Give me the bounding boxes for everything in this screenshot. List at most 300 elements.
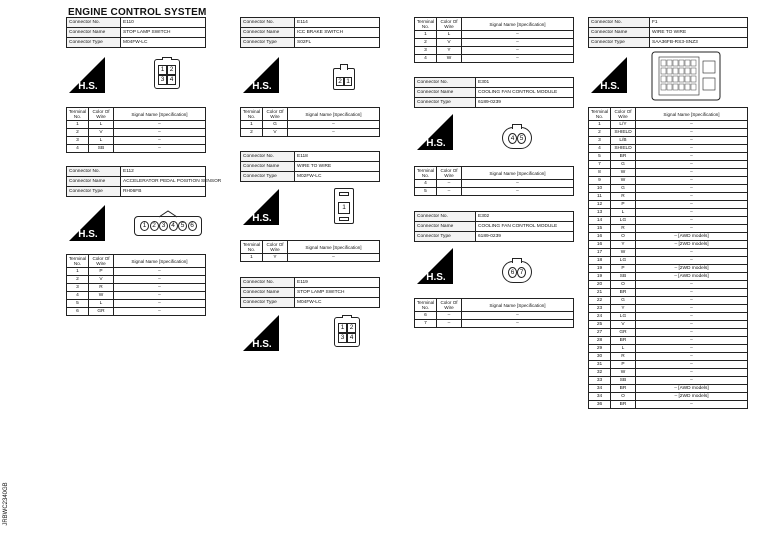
pin-table-e301 [414,166,574,196]
signal-cell: – [2WD models] [636,393,748,401]
connector-name-value: WIRE TO WIRE [295,162,380,172]
connector-type-label: Connector Type [241,172,295,182]
table-row [589,273,748,281]
connector-face-e302 [502,258,532,284]
connector-info-table [240,151,380,182]
connector-no-label: Connector No. [67,18,121,28]
connector-name-row [415,222,574,232]
table-row [589,377,748,385]
terminal-cell: 27 [589,329,611,337]
table-row [589,225,748,233]
connector-name-label: Connector Name [241,28,295,38]
signal-cell: – [462,180,574,188]
terminal-cell: 8 [589,169,611,177]
terminal-cell: 31 [589,361,611,369]
connector-no-value: E118 [295,152,380,162]
connector-no-value: E119 [295,278,380,288]
color-cell: V [89,276,114,284]
pin: 4 [167,75,176,85]
signal-cell: – [114,129,206,137]
pin: 1 [338,202,350,214]
connector-name-label: Connector Name [415,222,476,232]
signal-cell: – [636,321,748,329]
terminal-cell: 12 [589,201,611,209]
signal-header: Signal Name [Specification] [462,18,574,31]
hs-icon [589,55,629,95]
terminal-cell: 14 [589,217,611,225]
terminal-cell: 18 [589,257,611,265]
signal-cell: – [636,377,748,385]
table-row [67,292,206,300]
color-cell: V [611,321,636,329]
table-row [589,249,748,257]
signal-header: Signal Name [Specification] [288,108,380,121]
connector-no-row [589,18,748,28]
connector-name-row [241,28,380,38]
color-cell: SHIELD [611,145,636,153]
connector-type-value: M04FW-LC [295,298,380,308]
signal-cell: – [114,137,206,145]
connector-e301 [414,77,574,108]
table-row [589,185,748,193]
terminal-header: Terminal No. [415,18,437,31]
signal-header: Signal Name [Specification] [462,167,574,180]
connector-type-value: 6189-0239 [476,232,574,242]
terminal-cell: 1 [589,121,611,129]
table-row [589,153,748,161]
table-row [67,129,206,137]
signal-cell: – [114,145,206,153]
connector-no-row [67,167,206,177]
pin: 3 [158,75,167,85]
terminal-cell: 3 [67,137,89,145]
table-row [67,284,206,292]
signal-cell: – [636,153,748,161]
table-row [241,121,380,129]
terminal-cell: 29 [589,345,611,353]
connector-e114 [240,17,380,48]
connector-no-label: Connector No. [241,18,295,28]
table-row [589,209,748,217]
color-cell: V [89,129,114,137]
signal-cell: – [114,292,206,300]
connector-type-value: M04FW-LC [121,38,206,48]
color-cell: LG [611,257,636,265]
signal-cell: – [114,308,206,316]
table-row [415,39,574,47]
terminal-cell: 4 [415,55,437,63]
color-cell: – [437,312,462,320]
connector-no-row [415,78,574,88]
connector-type-value: SAA36FB-RS3-SNZ3 [650,38,748,48]
pin: 3 [159,221,168,231]
connector-no-label: Connector No. [589,18,650,28]
terminal-cell: 1 [241,121,263,129]
table-row [67,308,206,316]
terminal-cell: 30 [589,353,611,361]
terminal-cell: 21 [589,289,611,297]
table-row [67,276,206,284]
pin-table-e118 [240,240,380,262]
pin: 4 [169,221,178,231]
table-row [589,177,748,185]
signal-cell: – [114,276,206,284]
table-row [67,121,206,129]
signal-cell: – [636,361,748,369]
terminal-header: Terminal No. [67,108,89,121]
terminal-cell: 3 [589,137,611,145]
color-cell: L/B [611,137,636,145]
color-cell: LG [611,217,636,225]
table-row [589,385,748,393]
signal-cell: – [462,47,574,55]
connector-type-row [241,38,380,48]
table-row [589,265,748,273]
color-cell: W [437,55,462,63]
terminal-cell: 36 [589,401,611,409]
connector-type-row [67,38,206,48]
color-cell: LG [611,313,636,321]
terminal-cell: 16 [589,241,611,249]
connector-no-value: E112 [121,167,206,177]
color-cell: P [89,268,114,276]
hs-label: H.S. [78,229,98,240]
terminal-cell: 3 [415,47,437,55]
connector-name-label: Connector Name [241,162,295,172]
color-header: Color Of Wire [263,108,288,121]
connector-name-row [67,177,206,187]
table-row [589,401,748,409]
connector-name-value: COOLING FAN CONTROL MODULE [476,88,574,98]
connector-name-row [67,28,206,38]
color-cell: L/Y [611,121,636,129]
connector-type-value: RH06FB [121,187,206,197]
color-cell: G [611,185,636,193]
terminal-cell: 19 [589,273,611,281]
table-row [589,281,748,289]
connector-type-label: Connector Type [67,38,121,48]
table-row [415,312,574,320]
pin: 5 [178,221,187,231]
connector-no-label: Connector No. [415,78,476,88]
color-cell: L [437,31,462,39]
pin: 6 [508,267,517,278]
connector-name-value: COOLING FAN CONTROL MODULE [476,222,574,232]
signal-cell: – [636,161,748,169]
signal-cell: – [462,55,574,63]
color-cell: L [89,137,114,145]
signal-cell: – [636,177,748,185]
table-row [67,137,206,145]
signal-cell: – [AWD models] [636,385,748,393]
signal-cell: – [636,185,748,193]
connector-face-e119 [334,317,360,347]
connector-name-row [241,288,380,298]
color-cell: GR [89,308,114,316]
color-cell: SB [89,145,114,153]
color-cell: W [611,369,636,377]
terminal-cell: 4 [589,145,611,153]
connector-name-value: STOP LAMP SWITCH [121,28,206,38]
hs-symbol-icon [415,246,455,286]
hs-icon [415,112,455,152]
connector-name-value: ICC BRAKE SWITCH [295,28,380,38]
connector-f1 [588,17,748,48]
pin-table-header [67,108,206,121]
table-row [589,129,748,137]
signal-cell: – [462,320,574,328]
terminal-cell: 2 [67,129,89,137]
color-cell: R [611,225,636,233]
terminal-cell: 4 [67,292,89,300]
terminal-cell: 33 [589,377,611,385]
pin: 5 [517,133,526,144]
signal-cell: – [636,401,748,409]
color-cell: L [611,209,636,217]
terminal-cell: 6 [67,308,89,316]
pin: 2 [167,65,176,75]
table-row [589,233,748,241]
connector-e302 [414,211,574,242]
connector-no-value: E301 [476,78,574,88]
connector-type-label: Connector Type [589,38,650,48]
table-row [589,321,748,329]
signal-cell: – [636,313,748,321]
connector-no-row [241,18,380,28]
table-row [589,337,748,345]
signal-cell: – [636,209,748,217]
connector-e119 [240,277,380,308]
signal-cell: – [636,353,748,361]
hs-icon [67,55,107,95]
terminal-cell: 1 [241,254,263,262]
terminal-header: Terminal No. [241,241,263,254]
color-cell: P [611,265,636,273]
terminal-cell: 3 [67,284,89,292]
color-cell: G [611,297,636,305]
pin-table-header [415,18,574,31]
table-row [589,241,748,249]
connector-type-row [415,98,574,108]
color-cell: L [89,300,114,308]
terminal-cell: 22 [589,297,611,305]
hs-label: H.S. [252,339,272,350]
terminal-cell: 34 [589,385,611,393]
connector-type-row [589,38,748,48]
signal-cell: – [636,193,748,201]
table-row [589,345,748,353]
pin: 1 [338,323,347,333]
color-cell: V [263,129,288,137]
color-cell: L [89,121,114,129]
pin-table-top [414,17,574,63]
pin-table-header [241,108,380,121]
signal-cell: – [636,225,748,233]
table-row [415,320,574,328]
signal-cell: – [288,254,380,262]
table-row [589,121,748,129]
connector-type-label: Connector Type [415,232,476,242]
color-cell: W [611,177,636,185]
terminal-header: Terminal No. [67,255,89,268]
table-row [241,254,380,262]
connector-info-table [414,77,574,108]
signal-cell: – [462,188,574,196]
connector-name-label: Connector Name [589,28,650,38]
connector-type-value: M02FW-LC [295,172,380,182]
terminal-cell: 11 [589,193,611,201]
connector-face-e110 [154,59,180,89]
connector-info-table [66,17,206,48]
color-cell: P [611,361,636,369]
color-cell: BR [611,385,636,393]
signal-header: Signal Name [Specification] [288,241,380,254]
color-cell: G [611,161,636,169]
table-row [589,145,748,153]
connector-no-row [67,18,206,28]
color-header: Color Of Wire [437,299,462,312]
latch-icon [158,210,178,218]
pin: 4 [347,333,356,343]
terminal-cell: 4 [415,180,437,188]
connector-e118 [240,151,380,182]
color-cell: Y [263,254,288,262]
connector-face-f1 [651,51,721,101]
connector-info-table [414,211,574,242]
terminal-cell: 4 [67,145,89,153]
signal-cell: – [114,121,206,129]
terminal-header: Terminal No. [589,108,611,121]
signal-cell: – [AWD models] [636,273,748,281]
table-row [589,137,748,145]
table-row [589,169,748,177]
terminal-cell: 25 [589,321,611,329]
pin-table-header [415,167,574,180]
connector-no-row [241,152,380,162]
color-header: Color Of Wire [437,167,462,180]
color-cell: W [611,169,636,177]
pin: 6 [188,221,197,231]
signal-cell: – [114,268,206,276]
hs-symbol-icon [241,313,281,353]
terminal-cell: 2 [67,276,89,284]
multi-pin-connector-icon [651,51,721,101]
connector-no-value: F1 [650,18,748,28]
signal-cell: – [636,305,748,313]
table-row [67,268,206,276]
hs-label: H.S. [78,81,98,92]
connector-type-label: Connector Type [241,298,295,308]
table-row [589,201,748,209]
table-row [589,297,748,305]
terminal-header: Terminal No. [241,108,263,121]
pin: 7 [517,267,526,278]
terminal-cell: 2 [241,129,263,137]
hs-icon [415,246,455,286]
hs-label: H.S. [252,81,272,92]
terminal-cell: 2 [415,39,437,47]
signal-cell: – [636,289,748,297]
connector-type-label: Connector Type [67,187,121,197]
connector-type-value: 6189-0239 [476,98,574,108]
pin: 4 [508,133,517,144]
connector-info-table [240,277,380,308]
connector-no-value: E114 [295,18,380,28]
color-cell: SB [611,377,636,385]
color-header: Color Of Wire [611,108,636,121]
terminal-cell: 5 [415,188,437,196]
color-cell: Y [437,47,462,55]
color-cell: BR [611,401,636,409]
pin-table-header [241,241,380,254]
page-title: ENGINE CONTROL SYSTEM [68,7,207,18]
hs-icon [241,55,281,95]
terminal-cell: 6 [415,312,437,320]
color-header: Color Of Wire [89,255,114,268]
signal-cell: – [636,137,748,145]
table-row [415,55,574,63]
terminal-cell: 13 [589,209,611,217]
pin-table-header [67,255,206,268]
terminal-cell: 5 [589,153,611,161]
color-cell: W [89,292,114,300]
pin: 1 [158,65,167,75]
color-cell: Y [611,241,636,249]
color-header: Color Of Wire [89,108,114,121]
terminal-cell: 1 [67,268,89,276]
pin-table-header [589,108,748,121]
pin: 1 [140,221,149,231]
color-cell: SB [611,273,636,281]
connector-face-e112 [134,210,202,236]
connector-no-row [415,212,574,222]
signal-cell: – [636,121,748,129]
table-row [589,361,748,369]
connector-type-label: Connector Type [241,38,295,48]
signal-cell: – [636,129,748,137]
pin-table-e114 [240,107,380,137]
color-cell: R [611,193,636,201]
connector-no-label: Connector No. [67,167,121,177]
hs-label: H.S. [426,272,446,283]
signal-cell: – [636,257,748,265]
terminal-cell: 24 [589,313,611,321]
table-row [415,180,574,188]
signal-cell: – [288,129,380,137]
terminal-cell: 7 [589,161,611,169]
signal-cell: – [636,345,748,353]
signal-cell: – [636,217,748,225]
terminal-cell: 19 [589,265,611,273]
table-row [415,188,574,196]
connector-info-table [66,166,222,197]
terminal-cell: 7 [415,320,437,328]
signal-cell: – [462,39,574,47]
hs-icon [241,313,281,353]
connector-face-e118 [334,188,354,224]
hs-label: H.S. [426,138,446,149]
pin-table-e112 [66,254,206,316]
signal-cell: – [AWD models] [636,233,748,241]
hs-symbol-icon [67,55,107,95]
color-cell: L [611,345,636,353]
connector-type-value: S02FL [295,38,380,48]
pin: 2 [150,221,159,231]
terminal-cell: 34 [589,393,611,401]
signal-header: Signal Name [Specification] [114,108,206,121]
pin-table-header [415,299,574,312]
connector-face-e114 [333,64,355,90]
